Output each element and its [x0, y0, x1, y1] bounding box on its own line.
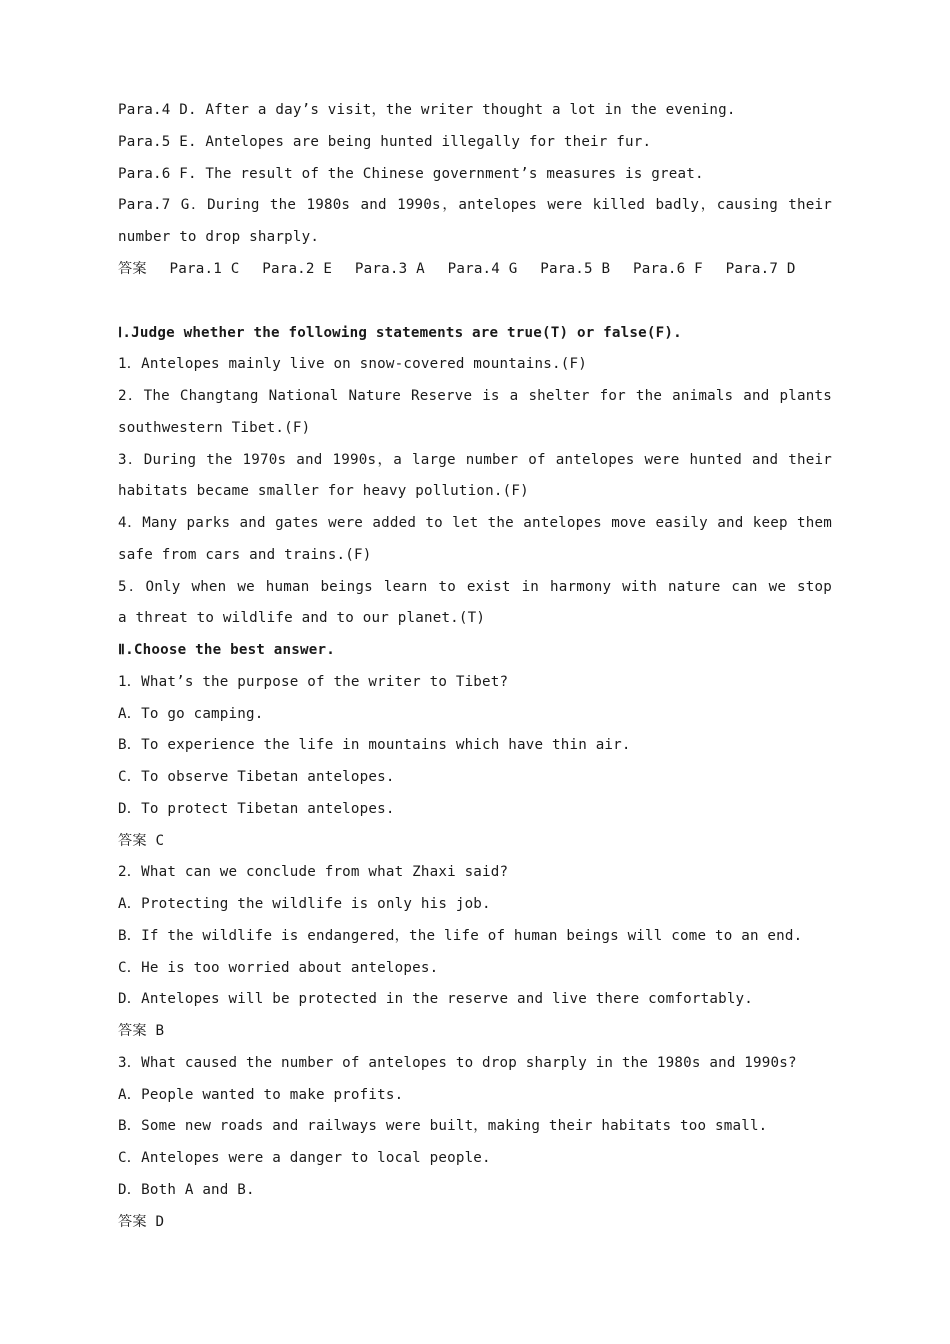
para-summary: G．During the 1980s and 1990s，antelopes were killed badly，causing their: [180, 197, 832, 214]
matching-line: [118, 159, 832, 191]
statement: 1．Antelopes mainly live on snow-covered mountains.(F): [118, 356, 587, 373]
question: 2．What can we conclude from what Zhaxi said?: [118, 864, 509, 881]
answer-value: C: [155, 832, 165, 849]
answer-item: Para.4 G: [447, 260, 518, 277]
para-summary: E. Antelopes are being hunted illegally for their fur.: [179, 133, 652, 150]
answer-label: 答案: [118, 260, 147, 277]
answer-item: Para.1 C: [169, 260, 240, 277]
answer-label: 答案: [118, 1023, 147, 1039]
question: 3．What caused the number of antelopes to drop sharply in the 1980s and 1990s?: [118, 1054, 797, 1071]
option: D．Both A and B.: [118, 1181, 255, 1198]
question: 1．What’s the purpose of the writer to Tibet?: [118, 673, 509, 690]
answer: [118, 1207, 832, 1239]
option: C．Antelopes were a danger to local people.: [118, 1150, 491, 1166]
answer: [118, 1016, 832, 1048]
statement: 5．Only when we human beings learn to exist in harmony with nature can we stop: [118, 578, 832, 595]
matching-line: [118, 190, 832, 222]
para-summary: D. After a day’s visit，the writer thought a lot in the evening.: [179, 102, 736, 118]
para-summary: F. The result of the Chinese government’s measures is great.: [179, 165, 704, 182]
answer-item: Para.7 D: [725, 260, 796, 277]
option: A．People wanted to make profits.: [118, 1086, 404, 1103]
para-label: Para.6: [118, 165, 171, 182]
statement-continued: southwestern Tibet.(F): [118, 419, 311, 436]
matching-line: [118, 95, 832, 127]
statement-continued: a threat to wildlife and to our planet.(T): [118, 610, 486, 627]
matching-line: [118, 127, 832, 159]
answer-item: Para.6 F: [632, 260, 703, 277]
answer-value: D: [155, 1213, 165, 1230]
para-label: Para.7: [118, 197, 171, 214]
para-label: Para.4: [118, 102, 171, 118]
option: B．If the wildlife is endangered，the life of human beings will come to an end.: [118, 927, 803, 944]
option: B．To experience the life in mountains which have thin air.: [118, 737, 631, 754]
answer-item: Para.5 B: [540, 260, 611, 277]
section-title: Ⅰ.Judge whether the following statements are true(T) or false(F).: [118, 324, 682, 341]
para-label: Para.5: [118, 133, 171, 150]
spacer: [118, 286, 832, 318]
statement-continued: habitats became smaller for heavy pollution.(F): [118, 483, 529, 500]
section-title: Ⅱ.Choose the best answer.: [118, 642, 335, 658]
answer-label: 答案: [118, 1213, 147, 1230]
statement: 3．During the 1970s and 1990s，a large number of antelopes were hunted and their: [118, 451, 832, 468]
statement-continued: safe from cars and trains.(F): [118, 546, 372, 563]
option: A．To go camping.: [118, 705, 264, 722]
answer-value: B: [155, 1023, 165, 1039]
option: A．Protecting the wildlife is only his job.: [118, 896, 491, 912]
answer-item: Para.3 A: [354, 260, 425, 277]
answer: [118, 826, 832, 858]
matching-answer: [118, 254, 832, 286]
option: C．To observe Tibetan antelopes.: [118, 769, 395, 785]
option: B．Some new roads and railways were built，making their habitats too small.: [118, 1118, 768, 1135]
option: C．He is too worried about antelopes.: [118, 959, 439, 976]
answer-item: Para.2 E: [262, 260, 333, 277]
document-page: [118, 95, 832, 1238]
option: D．To protect Tibetan antelopes.: [118, 800, 395, 817]
statement: 4．Many parks and gates were added to let the antelopes move easily and keep them: [118, 515, 832, 531]
answer-label: 答案: [118, 832, 147, 849]
matching-line-continued: number to drop sharply.: [118, 229, 320, 245]
option: D．Antelopes will be protected in the reserve and live there comfortably.: [118, 991, 754, 1008]
statement: 2．The Changtang National Nature Reserve is a shelter for the animals and plants: [118, 388, 832, 404]
